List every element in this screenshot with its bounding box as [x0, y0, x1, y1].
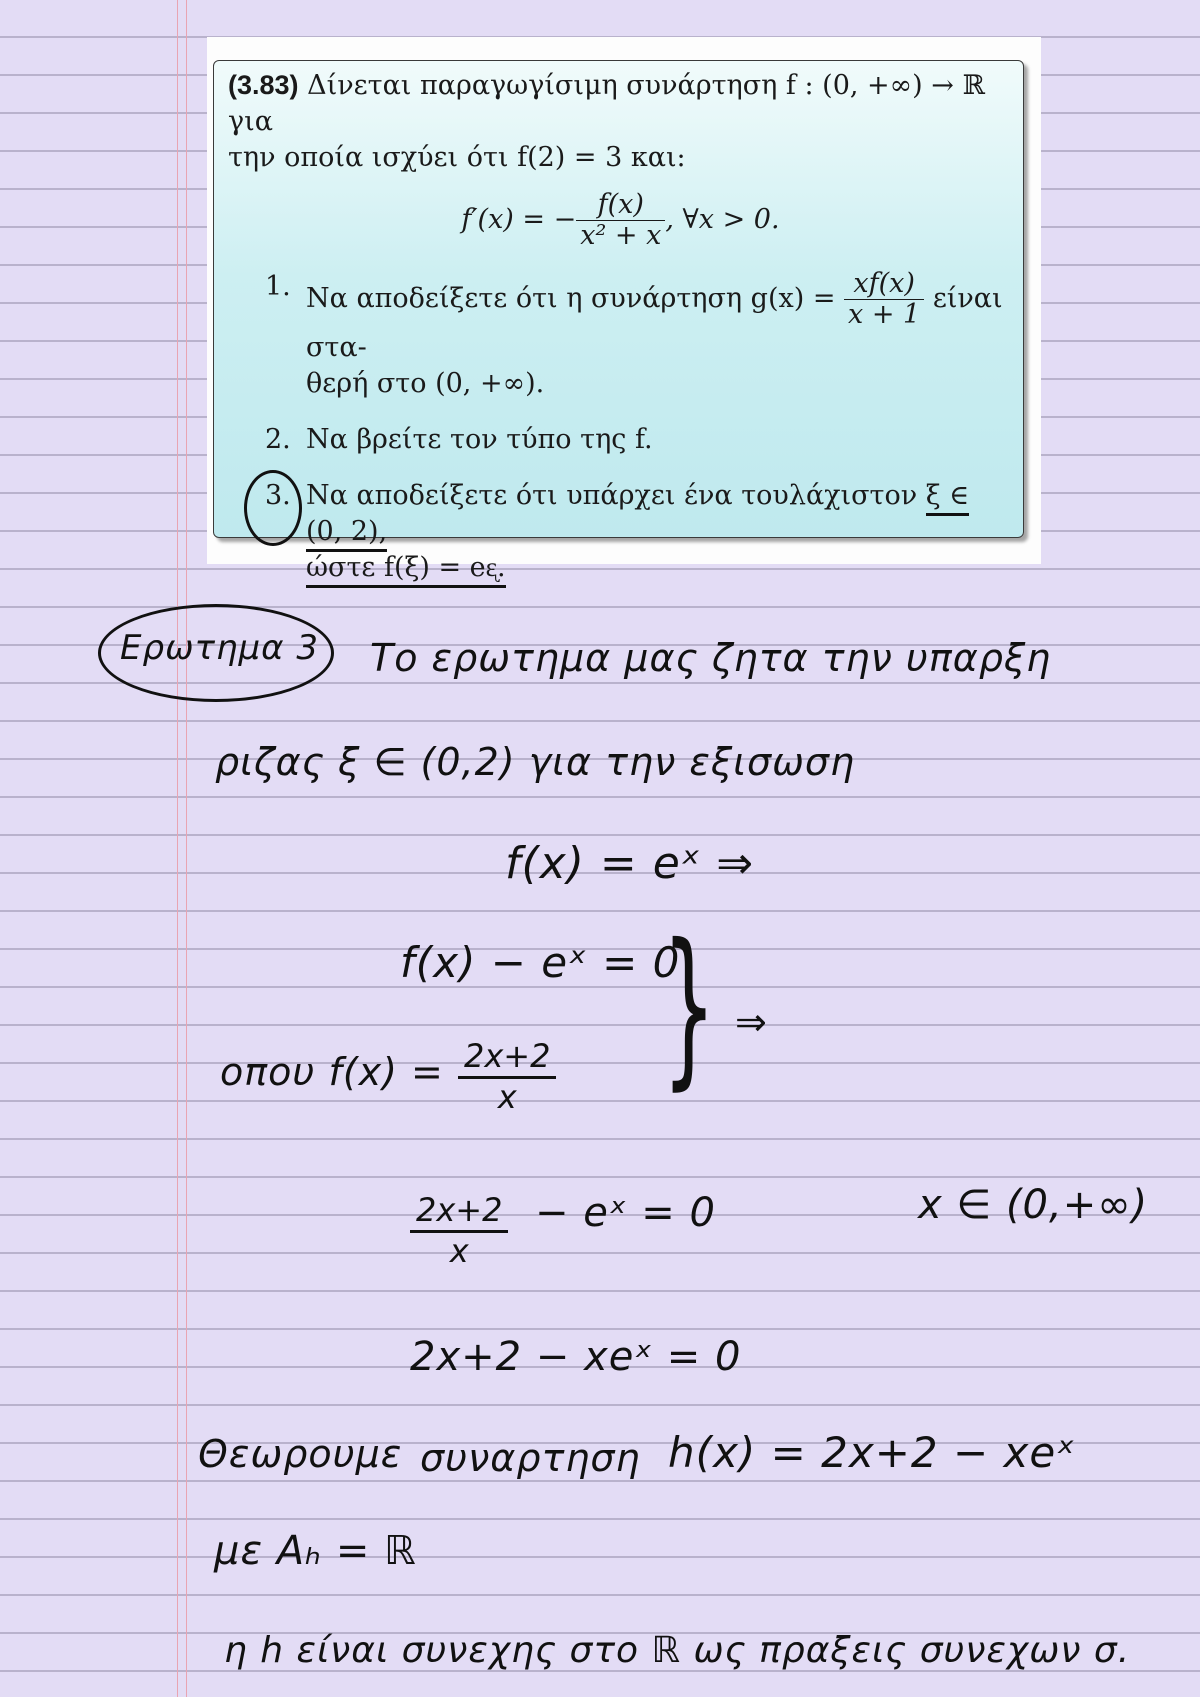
item-1-denominator: x + 1: [848, 299, 921, 330]
eq-3-denominator: x: [497, 1078, 517, 1116]
item-2-text: Να βρείτε τον τύπο της f.: [306, 424, 653, 455]
item-1-text-a: Να αποδείξετε ότι η συνάρτηση g(x) =: [306, 283, 845, 314]
handwritten-eq-5: 2x+2 − xeˣ = 0: [410, 1334, 742, 1380]
problem-intro-line2: την οποία ισχύει ότι f(2) = 3 και:: [228, 142, 686, 173]
handwritten-eq-1: f(x) = eˣ ⇒: [505, 838, 755, 889]
problem-item-3: [228, 478, 1013, 586]
problem-items: [228, 269, 1013, 586]
formula-denominator: x² + x: [580, 220, 662, 251]
formula-fraction: [576, 190, 665, 251]
handwritten-eq-4-fraction: [410, 1190, 508, 1269]
problem-card: [213, 60, 1024, 583]
right-brace: }: [662, 908, 717, 1106]
item-1-text-b: είναι στα-: [306, 283, 1003, 363]
problem-number: (3.83): [228, 70, 299, 100]
handwritten-eq-4-rest: − eˣ = 0: [535, 1190, 716, 1236]
problem-intro-line1: Δίνεται παραγωγίσιμη συνάρτηση f : (0, +∞) → ℝ για: [228, 70, 985, 137]
handwritten-arrow: ⇒: [735, 1000, 768, 1044]
item-3-text-b: ξ ∈ (0, 2),: [306, 480, 969, 552]
handwritten-consider-b: συναρτηση: [420, 1436, 641, 1480]
problem-item-1: [228, 269, 1013, 402]
handwritten-eq-3-prefix: οπου f(x) =: [220, 1050, 444, 1094]
item-number: 1.: [265, 271, 291, 302]
handwritten-domain: x ∈ (0,+∞): [918, 1182, 1149, 1228]
item-1-fraction: [844, 269, 924, 330]
notebook-margin-line: [177, 0, 187, 1697]
problem-intro: [228, 67, 1013, 176]
formula-numerator: f(x): [576, 190, 665, 221]
formula-lhs: f′(x) = −: [461, 204, 577, 235]
item-1-text-c: θερή στο (0, +∞).: [306, 368, 545, 399]
handwritten-line-2: ριζας ξ ∈ (0,2) για την εξισωση: [215, 740, 856, 784]
handwritten-continuity-line: η h είναι συνεχης στο ℝ ως πραξεις συνεχων σ.: [224, 1630, 1131, 1671]
problem-item-2: [228, 422, 1013, 458]
item-number: 2.: [265, 424, 291, 455]
derivative-formula: [228, 190, 1013, 251]
handwritten-consider-c: h(x) = 2x+2 − xeˣ: [668, 1428, 1076, 1477]
handwritten-domain-line: με Aₕ = ℝ: [214, 1528, 417, 1574]
item-number: 3.: [265, 480, 291, 511]
problem-screenshot: [207, 37, 1041, 583]
formula-rhs: , ∀x > 0.: [665, 204, 780, 235]
eq-4-numerator: 2x+2: [410, 1190, 508, 1233]
item-3-text-a: Να αποδείξετε ότι υπάρχει ένα τουλάχιστον: [306, 480, 926, 511]
handwritten-eq-2: f(x) − eˣ = 0: [400, 938, 681, 987]
handwritten-eq-3-fraction: [458, 1036, 556, 1115]
handwritten-tag: Ερωτημα 3: [120, 628, 320, 668]
handwritten-line-1: Το ερωτημα μας ζητα την υπαρξη: [370, 636, 1052, 680]
item-1-numerator: xf(x): [844, 269, 924, 300]
eq-3-numerator: 2x+2: [458, 1036, 556, 1079]
item-3-text-c: ώστε f(ξ) = eᶓ.: [306, 552, 506, 588]
handwritten-consider-a: Θεωρουμε: [198, 1432, 403, 1476]
eq-4-denominator: x: [449, 1232, 469, 1270]
